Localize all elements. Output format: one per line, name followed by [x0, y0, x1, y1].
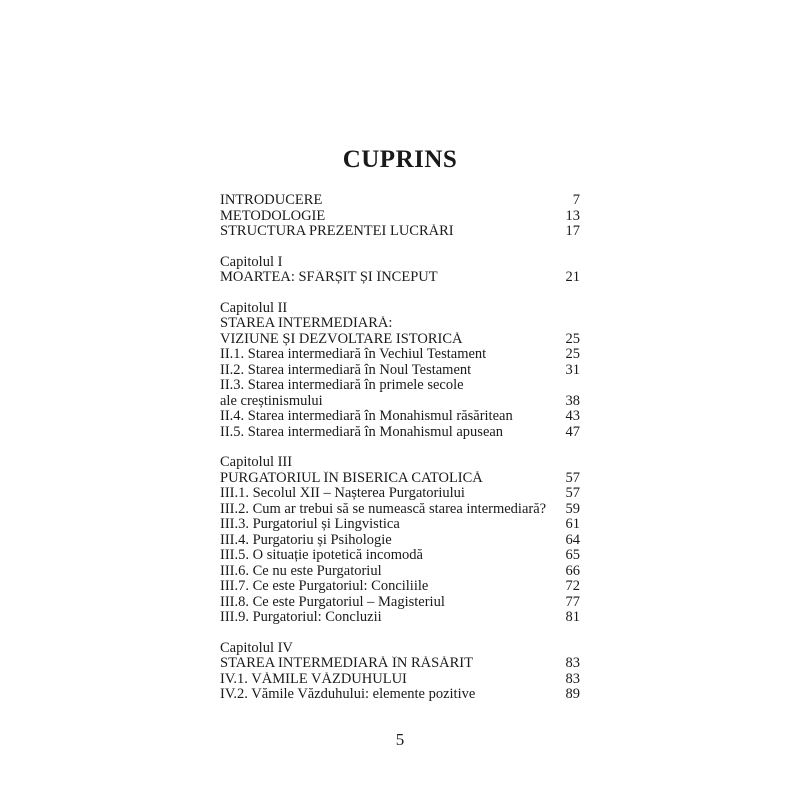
toc-entry-title: III.3. Purgatoriul și Lingvistica [220, 517, 400, 532]
toc-entry-page: 25 [565, 347, 580, 362]
toc-entry-page: 64 [565, 532, 580, 548]
toc-entry-title: STAREA INTERMEDIARĂ ÎN RĂSĂRIT [220, 656, 473, 671]
toc-entry-title: III.1. Secolul XII – Nașterea Purgatoriului [220, 486, 465, 501]
toc-entry [220, 363, 580, 379]
toc-entry [220, 672, 580, 688]
toc-entry-title: II.3. Starea intermediară în primele secole [220, 378, 464, 393]
toc-entry-title: Capitolul II [220, 300, 288, 316]
toc-entry [220, 301, 580, 317]
toc-entry-page: 17 [565, 224, 580, 239]
toc-entry [220, 610, 580, 626]
toc-entry-title: VIZIUNE ȘI DEZVOLTARE ISTORICĂ [220, 331, 463, 347]
toc-entry-page: 43 [565, 409, 580, 424]
toc-entry-title: Capitolul III [220, 455, 293, 470]
toc-entry-page: 89 [565, 687, 580, 702]
page-title: CUPRINS [342, 146, 458, 173]
toc-entry-page: 72 [565, 579, 580, 594]
toc-entry-title: IV.1. VĂMILE VĂZDUHULUI [220, 671, 407, 687]
toc-entry [220, 595, 580, 611]
toc-entry-page: 83 [565, 656, 580, 671]
toc-entry-title: IV.2. Vămile Văzduhului: elemente pozitive [220, 687, 476, 702]
toc-entry-title: III.9. Purgatoriul: Concluzii [220, 610, 382, 625]
toc-entry [220, 224, 580, 240]
toc-entry [220, 316, 580, 332]
toc-entry-title: STRUCTURA PREZENTEI LUCRĂRI [220, 224, 454, 239]
toc-entry-page: 57 [565, 470, 580, 486]
toc-spacer [220, 286, 580, 301]
toc-entry-title: II.4. Starea intermediară în Monahismul răsăritean [220, 409, 513, 424]
toc-entry-title: III.6. Ce nu este Purgatoriul [220, 563, 382, 579]
toc-entry-page: 81 [565, 610, 580, 625]
toc-entry-page: 61 [565, 517, 580, 532]
toc-entry-page: 66 [565, 563, 580, 579]
toc-entry [220, 502, 580, 518]
toc-spacer [220, 440, 580, 455]
toc-entry [220, 579, 580, 595]
toc-entry-title: Capitolul IV [220, 640, 293, 656]
toc-entry-title: STAREA INTERMEDIARĂ: [220, 316, 393, 331]
toc-entry [220, 255, 580, 271]
page-number: 5 [395, 730, 405, 749]
toc-entry-page: 77 [565, 594, 580, 610]
toc-entry-page: 31 [565, 362, 580, 378]
toc-entry-page: 59 [565, 501, 580, 517]
toc-entry-page: 21 [565, 270, 580, 285]
toc-entry-title: III.2. Cum ar trebui să se numească starea intermediară? [220, 501, 547, 517]
toc-entry [220, 533, 580, 549]
toc-entry [220, 409, 580, 425]
toc-entry-title: Capitolul I [220, 254, 283, 270]
toc-entry [220, 193, 580, 209]
toc-entry [220, 548, 580, 564]
toc-entry-title: III.8. Ce este Purgatoriul – Magisteriul [220, 594, 445, 610]
toc-entry-title: ale creștinismului [220, 393, 323, 409]
toc-entry [220, 394, 580, 410]
toc-entry-page: 83 [565, 671, 580, 687]
toc-entry-page: 7 [572, 193, 580, 208]
toc-entry-title: II.2. Starea intermediară în Noul Testament [220, 362, 472, 378]
toc-entry-title: II.1. Starea intermediară în Vechiul Testament [220, 347, 487, 362]
toc-entry-title: III.7. Ce este Purgatoriul: Conciliile [220, 579, 429, 594]
toc-entry-page: 38 [565, 393, 580, 409]
toc-entry [220, 425, 580, 441]
toc-entry-title: METODOLOGIE [220, 208, 326, 224]
toc-entry [220, 517, 580, 533]
toc-spacer [220, 626, 580, 641]
toc-entry [220, 347, 580, 363]
toc-entry-page: 47 [565, 424, 580, 440]
toc-entry [220, 455, 580, 471]
toc-entry [220, 564, 580, 580]
toc-entry-title: INTRODUCERE [220, 193, 323, 208]
toc-entry-title: PURGATORIUL ÎN BISERICA CATOLICĂ [220, 470, 483, 486]
toc-entry-page: 25 [565, 331, 580, 347]
toc-entry-title: III.4. Purgatoriu și Psihologie [220, 532, 392, 548]
toc-entry-page: 65 [565, 548, 580, 563]
toc-entry [220, 656, 580, 672]
toc-entry-page: 57 [565, 486, 580, 501]
toc-spacer [220, 240, 580, 255]
toc-entry [220, 641, 580, 657]
toc-entry [220, 486, 580, 502]
toc-entry [220, 378, 580, 394]
toc-entry-title: III.5. O situație ipotetică incomodă [220, 548, 423, 563]
toc-entry [220, 471, 580, 487]
toc-entry-title: II.5. Starea intermediară în Monahismul apusean [220, 424, 504, 440]
toc-entry [220, 687, 580, 703]
toc-entry [220, 332, 580, 348]
table-of-contents [220, 193, 580, 703]
toc-entry-page: 13 [565, 208, 580, 224]
toc-entry [220, 270, 580, 286]
toc-entry [220, 209, 580, 225]
toc-entry-title: MOARTEA: SFÂRȘIT ȘI ÎNCEPUT [220, 270, 438, 285]
